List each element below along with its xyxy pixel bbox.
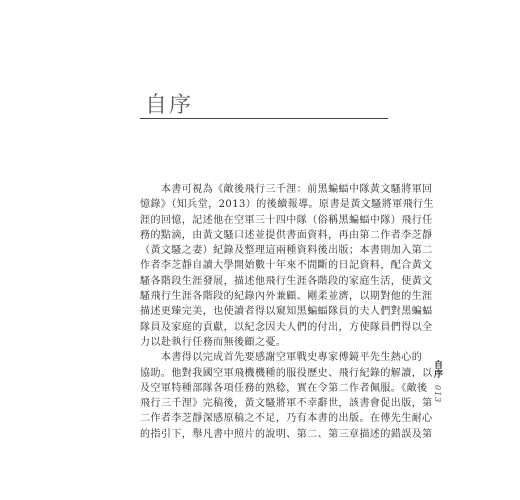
text-line: 飛行三千浬》完稿後，黃文騷將軍不幸辭世，該書會促出版，第 (140, 398, 433, 410)
text-line: 作者李芝靜自讀大學開始數十年來不間斷的日記資料，配合黃文 (140, 260, 433, 272)
text-line: （黃文騷之妻）紀錄及整理這兩種資料後出版；本書則加入第二 (140, 245, 433, 257)
text-line: 涯的回憶，記述他在空軍三十四中隊（俗稱黑蝙蝠中隊）飛行任 (140, 214, 433, 226)
running-header: 自序 (432, 360, 442, 378)
text-line: 本書得以完成首先要感謝空軍戰史專家傅鏡平先生熱心的 (140, 352, 423, 364)
text-line: 力以赴執行任務而無後顧之憂。 (140, 336, 287, 348)
text-line: 隊員及家庭的貢獻，以紀念因夫人們的付出，方使隊員們得以全 (140, 321, 433, 333)
page-number: 013 (433, 385, 442, 404)
chapter-title: 自序 (145, 93, 194, 118)
title-underline-rule (140, 118, 388, 119)
text-line: 騷各階段生涯發展，描述他飛行生涯各階段的家庭生活，使黃文 (140, 275, 433, 287)
text-line: 本書可視為《敵後飛行三千浬：前黑蝙蝠中隊黃文騷將軍回 (140, 184, 433, 195)
text-line: 協助。他對我國空軍飛機機種的服役歷史、飛行紀錄的解讀，以 (140, 367, 433, 379)
text-line: 及空軍特種部隊各項任務的熟稔，實在令第二作者佩服。《敵後 (140, 382, 428, 394)
text-line: 騷飛行生涯各階段的紀錄內外兼顧、剛柔並濟，以期對他的生涯 (140, 291, 433, 303)
text-line: 的指引下，舉凡書中照片的說明、第二、第三章描述的錯誤及第 (140, 428, 433, 440)
body-text (140, 182, 434, 442)
text-line: 憶錄》（知兵堂，2013）的後續報導。原書是黃文騷將軍飛行生 (140, 199, 434, 211)
text-line: 二作者李芝靜深感原稿之不足，乃有本書的出版。在傅先生耐心 (140, 413, 433, 425)
text-line: 描述更臻完美，也使讀者得以窺知黑蝙蝠隊員的夫人們對黑蝙蝠 (140, 306, 433, 318)
text-line: 務的點滴，由黃文騷口述並提供書面資料，再由第二作者李芝靜 (140, 229, 433, 241)
